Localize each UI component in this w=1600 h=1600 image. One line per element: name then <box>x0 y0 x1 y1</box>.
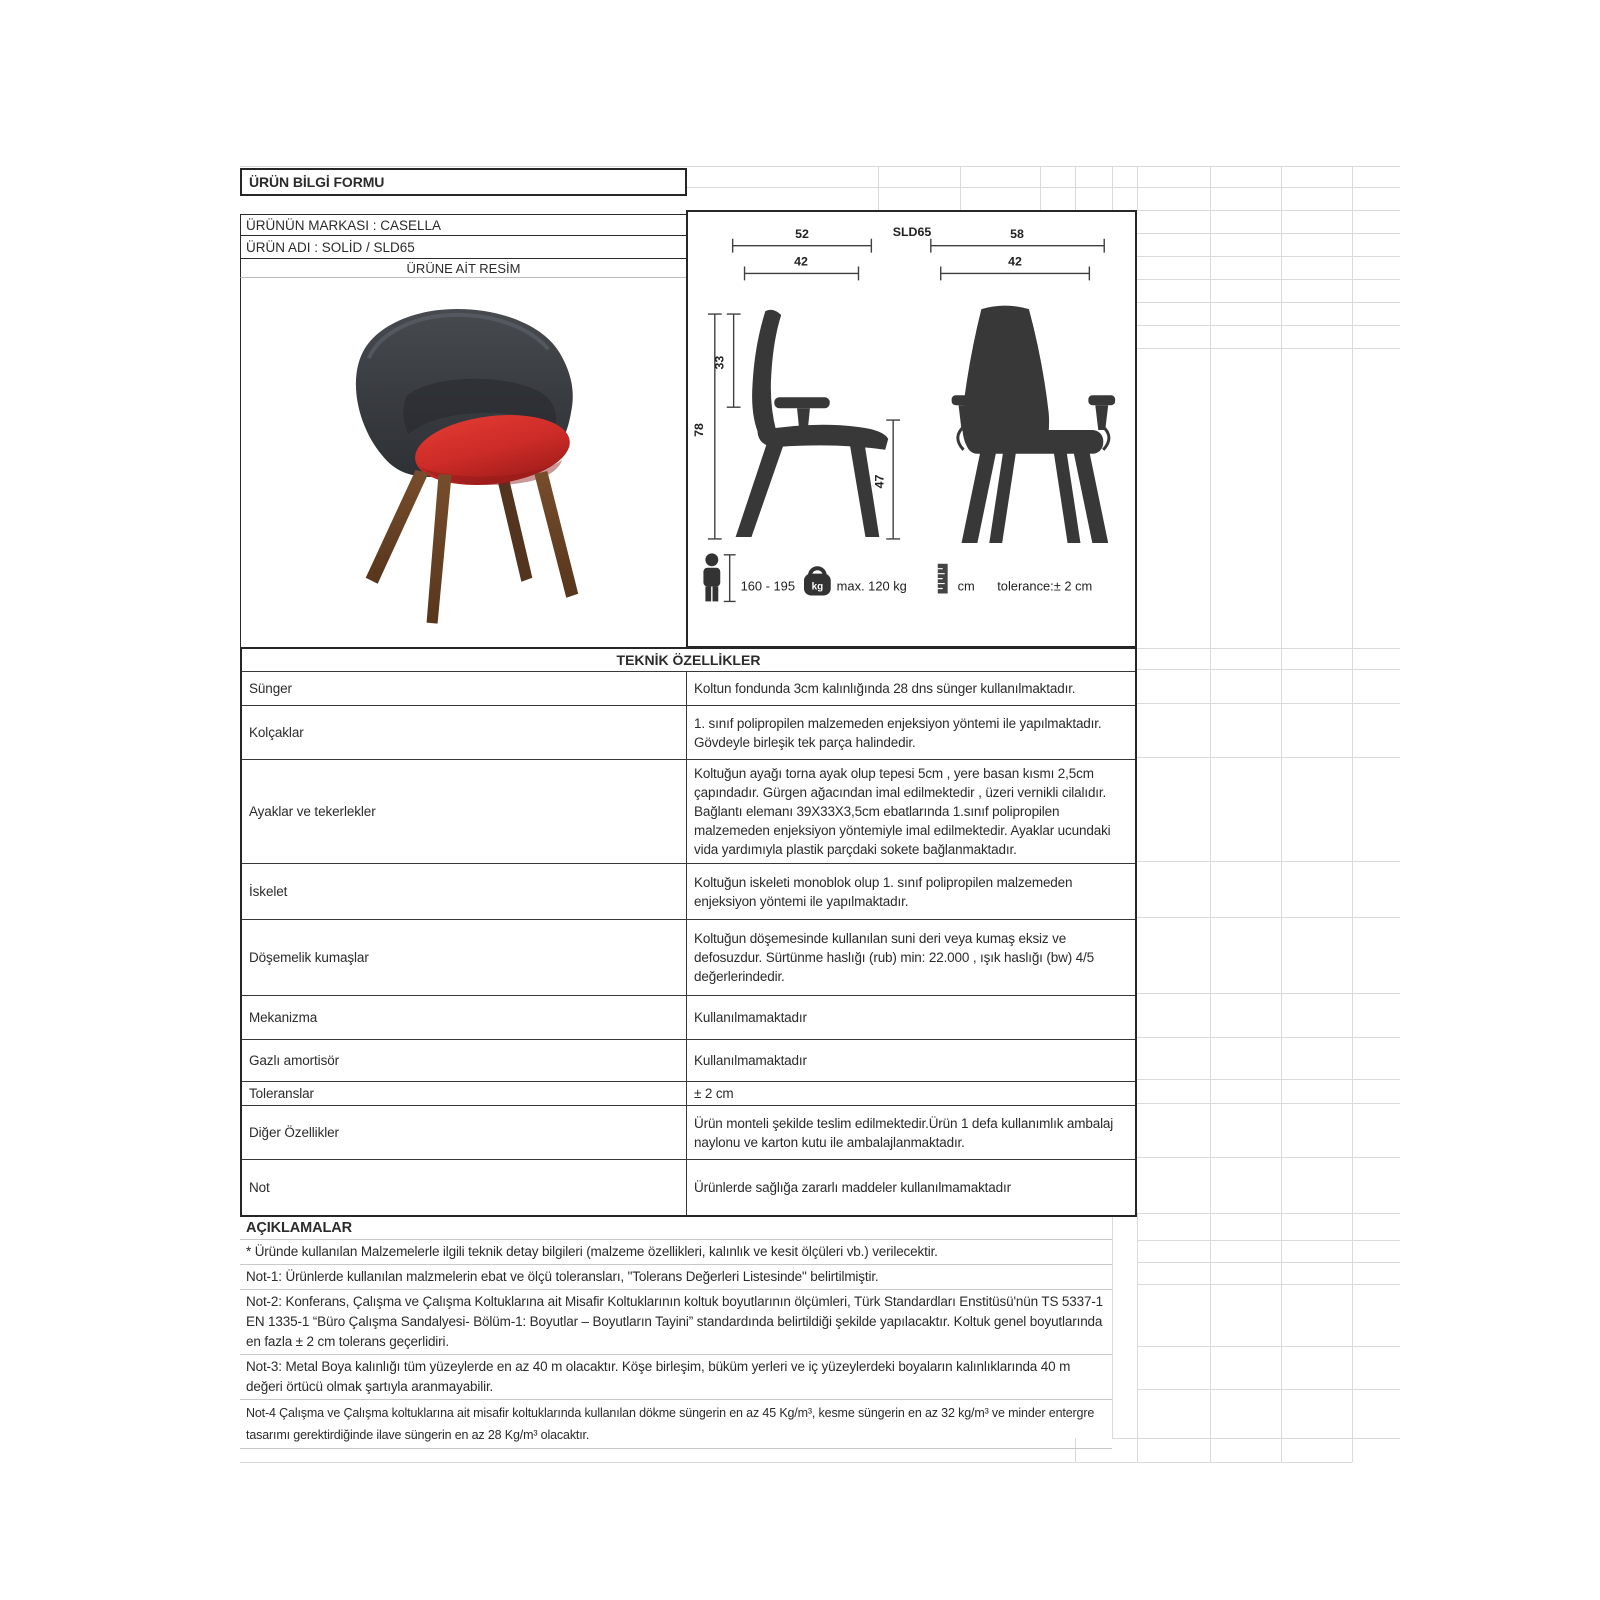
form-title: ÜRÜN BİLGİ FORMU <box>249 174 385 190</box>
spec-row-label: İskelet <box>242 864 687 919</box>
spec-row-value: 1. sınıf polipropilen malzemeden enjeksiyon yöntemi ile yapılmaktadır. Gövdeyle birleşik tek parça halindedir. <box>694 715 1102 750</box>
chair-leg-back-left <box>427 474 452 624</box>
dim-line-47 <box>886 420 900 539</box>
gridline <box>240 166 1400 167</box>
note-item: * Üründe kullanılan Malzemelerle ilgili teknik detay bilgileri (malzeme özellikleri, kalınlık ve kesit ölçüleri vb.) verilecektir. <box>240 1240 1112 1265</box>
max-weight: max. 120 kg <box>836 578 907 594</box>
technical-drawing <box>688 212 1135 646</box>
spec-row-value: Ürünlerde sağlığa zararlı maddeler kullanılmamaktadır <box>694 1180 1011 1195</box>
spec-row-value: ± 2 cm <box>694 1086 734 1101</box>
gridline <box>1112 166 1113 210</box>
chair-leg-front-left <box>366 470 429 584</box>
gridline <box>1137 302 1400 303</box>
table-row <box>242 863 1135 919</box>
technical-drawing-panel <box>686 210 1137 648</box>
height-range-line <box>724 555 736 602</box>
gridline <box>1137 1103 1400 1104</box>
spec-row-value: Kullanılmamaktadır <box>694 1053 807 1068</box>
gridline <box>1137 669 1400 670</box>
gridline <box>1137 1213 1400 1214</box>
dim-42-back: 42 <box>1008 254 1022 269</box>
spec-row-label: Toleranslar <box>242 1082 687 1105</box>
spec-row-label: Diğer Özellikler <box>242 1106 687 1159</box>
gridline <box>1137 1240 1400 1241</box>
spec-row-label: Ayaklar ve tekerlekler <box>242 760 687 863</box>
spec-row-value: Koltuğun döşemesinde kullanılan suni deri veya kumaş eksiz ve defosuzdur. Sürtünme haslığı (rub) min: 22.000 , ışık haslığı (bw) 4/5 değerlerindedir. <box>694 931 1094 984</box>
spec-row-value: Ürün monteli şekilde teslim edilmektedir.Ürün 1 defa kullanımlık ambalaj naylonu ve karton kutu ile ambalajlanmaktadır. <box>694 1115 1114 1150</box>
product-name-cell <box>240 236 687 259</box>
chair-back-view <box>952 306 1115 543</box>
gridline <box>1137 1284 1400 1285</box>
table-row <box>242 995 1135 1039</box>
gridline <box>1137 256 1400 257</box>
gridline <box>1075 166 1076 210</box>
product-photo-cell <box>240 278 687 647</box>
note-item: Not-1: Ürünlerde kullanılan malzmelerin ebat ve ölçü toleransları, "Tolerans Değerleri Listesinde" belirtilmiştir. <box>240 1265 1112 1290</box>
gridline <box>1137 1262 1400 1263</box>
spec-row-label: Not <box>242 1160 687 1215</box>
gridline <box>1137 279 1400 280</box>
spec-row-label: Sünger <box>242 672 687 705</box>
dim-52: 52 <box>795 226 809 241</box>
user-height-range: 160 - 195 <box>740 578 795 594</box>
gridline <box>1137 233 1400 234</box>
dim-58: 58 <box>1010 226 1024 241</box>
gridline <box>878 166 879 210</box>
person-icon <box>703 553 720 601</box>
chair-side-view <box>736 310 889 537</box>
table-row <box>242 919 1135 995</box>
chair-leg-front-right <box>534 471 578 598</box>
model-code: SLD65 <box>892 224 932 239</box>
gridline <box>1040 166 1041 210</box>
image-label-cell <box>240 259 687 278</box>
tolerance-label: tolerance:± 2 cm <box>997 578 1093 594</box>
weight-badge-label: kg <box>811 581 824 593</box>
spec-row-value: Koltun fondunda 3cm kalınlığında 28 dns sünger kullanılmaktadır. <box>694 681 1076 696</box>
spec-table <box>240 647 1137 1217</box>
spec-row-label: Mekanizma <box>242 996 687 1039</box>
dim-line-78 <box>708 314 722 539</box>
gridline <box>240 1462 1352 1463</box>
note-item: Not-3: Metal Boya kalınlığı tüm yüzeylerde en az 40 m olacaktır. Köşe birleşim, büküm yerleri ve iç yüzeylerdeki boyaların kalınlıklarında 40 m değeri örtücü olmak şartıyla aranmayabilir. <box>240 1355 1112 1400</box>
gridline <box>1137 757 1400 758</box>
gridline <box>686 187 1400 188</box>
dim-line-58 <box>931 239 1104 253</box>
spec-table-header <box>242 649 1135 671</box>
ruler-icon <box>938 564 948 594</box>
gridline <box>1210 166 1211 1462</box>
gridline <box>1137 917 1400 918</box>
gridline <box>1137 993 1400 994</box>
gridline <box>1137 1157 1400 1158</box>
table-row <box>242 1105 1135 1159</box>
brand-text: ÜRÜNÜN MARKASI : CASELLA <box>246 217 442 233</box>
dim-line-42-back <box>941 266 1090 280</box>
dim-33: 33 <box>712 355 727 370</box>
gridline <box>1137 861 1400 862</box>
table-row <box>242 671 1135 705</box>
brand-cell <box>240 214 687 236</box>
table-row <box>242 705 1135 759</box>
note-item: Not-2: Konferans, Çalışma ve Çalışma Koltuklarına ait Misafir Koltuklarının koltuk boyutlarının ölçümleri, Türk Standardları Enstitüsü'nün TS 5337-1 EN 1335-1 “Büro Çalışma Sandalyesi- Bölüm-1: Boyutlar – Boyutların Tayini” standardında belirtildiği şekilde yapılacaktır. Koltuk genel boyutlarında en fazla ± 2 cm tolerans geçerlidiri. <box>240 1290 1112 1355</box>
dim-line-52 <box>733 239 872 253</box>
spec-header-text: TEKNİK ÖZELLİKLER <box>616 652 761 668</box>
spec-row-label: Gazlı amortisör <box>242 1040 687 1081</box>
gridline <box>1137 648 1400 649</box>
dim-42-side: 42 <box>794 254 808 269</box>
gridline <box>1137 325 1400 326</box>
spec-row-label: Döşemelik kumaşlar <box>242 920 687 995</box>
dim-47: 47 <box>872 474 887 489</box>
gridline <box>1112 1213 1113 1438</box>
gridline <box>1137 166 1138 211</box>
table-row <box>242 759 1135 863</box>
spec-row-value: Koltuğun iskeleti monoblok olup 1. sınıf polipropilen malzemeden enjeksiyon yöntemi ile yapılmaktadır. <box>694 874 1073 909</box>
table-row <box>242 1159 1135 1215</box>
spec-row-value: Kullanılmamaktadır <box>694 1010 807 1025</box>
gridline <box>1137 1213 1138 1462</box>
gridline <box>960 166 961 210</box>
spec-row-label: Kolçaklar <box>242 706 687 759</box>
dim-line-33 <box>727 314 741 407</box>
table-row <box>242 1039 1135 1081</box>
gridline <box>1281 166 1282 1462</box>
table-row <box>242 1081 1135 1105</box>
gridline <box>1137 1079 1400 1080</box>
gridline <box>1137 210 1400 211</box>
image-label-text: ÜRÜNE AİT RESİM <box>406 260 521 276</box>
product-name-text: ÜRÜN ADI : SOLİD / SLD65 <box>246 239 415 255</box>
spec-row-value: Koltuğun ayağı torna ayak olup tepesi 5cm , yere basan kısmı 2,5cm çapındadır. Gürgen ağacından imal edilmektedir , üzeri vernikli cilalıdır. Bağlantı elemanı 39X33X3,5cm ebatlarında 1.sınıf polipropilen malzemeden enjeksiyon yöntemiyle imal edilmektedir. Ayaklar ucundaki vida yardımıyla plastik parçdaki sokete bağlanmaktadır. <box>694 766 1111 857</box>
dim-78: 78 <box>691 423 706 437</box>
gridline <box>1112 1438 1400 1439</box>
gridline <box>1137 1389 1400 1390</box>
weight-icon <box>804 568 831 595</box>
gridline <box>1137 1346 1400 1347</box>
note-item: Not-4 Çalışma ve Çalışma koltuklarına ait misafir koltuklarında kullanılan dökme süngerin en az 45 Kg/m³, kesme süngerin en az 32 kg/m³ ve minder entergre tasarımı gerektirdiğinde ilave süngerin en az 28 Kg/m³ olacaktır. <box>240 1400 1112 1449</box>
gridline <box>1137 348 1400 349</box>
chair-leg-back-right <box>496 476 532 582</box>
gridline <box>1352 166 1353 1462</box>
notes-section <box>240 1216 1112 1449</box>
chair-photo <box>241 278 687 647</box>
gridline <box>1137 1037 1400 1038</box>
dim-line-42-side <box>745 266 859 280</box>
form-title-cell <box>240 168 687 196</box>
notes-header: AÇIKLAMALAR <box>240 1216 1112 1240</box>
unit-label: cm <box>957 578 975 594</box>
gridline <box>1137 703 1400 704</box>
